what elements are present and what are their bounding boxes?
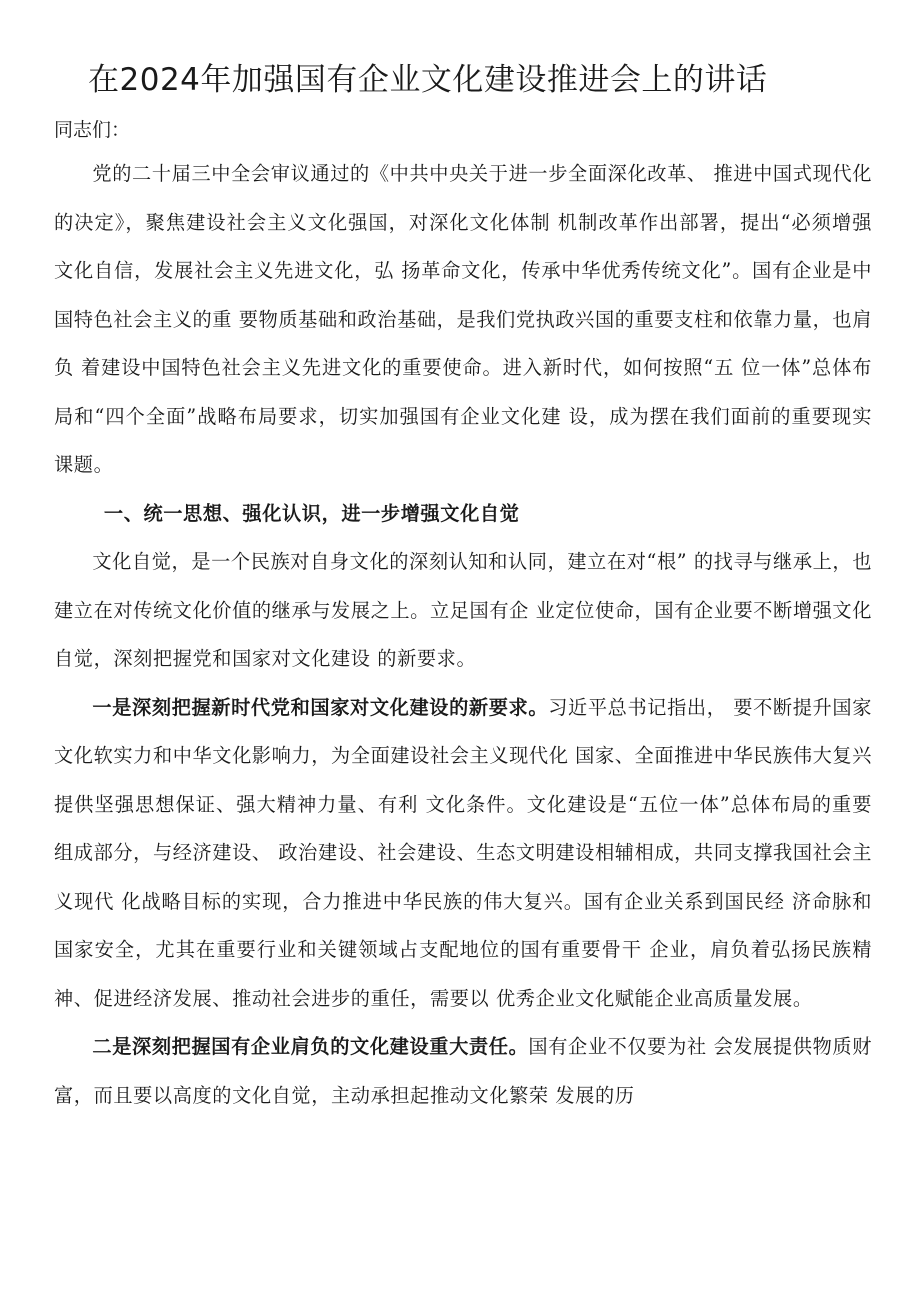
point-2-lead: 二是深刻把握国有企业肩负的文化建设重大责任。 bbox=[92, 1035, 529, 1058]
salutation: 同志们： bbox=[54, 119, 131, 141]
section-1-heading: 一、统一思想、强化认识，进一步增强文化自觉 bbox=[103, 501, 520, 525]
section-1-paragraph: 文化自觉，是一个民族对自身文化的深刻认知和认同，建立在对“根” 的找寻与继承上，也建立在对传统文化价值的继承与发展之上。立足国有企 业定位使命，国有企业要不断增强文化自觉，深刻把握党和国家对文化建设 的新要求。 bbox=[54, 550, 872, 670]
point-2-text: 国有企业不仅要为社 会发展提供物质财富，而且要以高度的文化自觉，主动承担起推动文化繁荣 发展的历 bbox=[54, 1035, 872, 1107]
point-1-lead: 一是深刻把握新时代党和国家对文化建设的新要求。 bbox=[92, 695, 549, 719]
document-title: 在2024年加强国有企业文化建设推进会上的讲话 bbox=[88, 62, 768, 98]
point-2-paragraph bbox=[54, 1023, 872, 1120]
point-1-paragraph bbox=[54, 684, 872, 1024]
document-page bbox=[54, 56, 872, 1120]
intro-paragraph: 党的二十届三中全会审议通过的《中共中央关于进一步全面深化改革、 推进中国式现代化的决定》，聚焦建设社会主义文化强国，对深化文化体制 机制改革作出部署，提出“必须增强文化自信，发展社会主义先进文化，弘 扬革命文化，传承中华优秀传统文化”。国有企业是中国特色社会主义的重 要物质基础和政治基础，是我们党执政兴国的重要支柱和依靠力量，也肩负 着建设中国特色社会主义先进文化的重要使命。进入新时代，如何按照“五 位一体”总体布局和“四个全面”战略布局要求，切实加强国有企业文化建 设，成为摆在我们面前的重要现实课题。 bbox=[54, 162, 872, 476]
point-1-text: 习近平总书记指出， 要不断提升国家文化软实力和中华文化影响力，为全面建设社会主义现代化 国家、全面推进中华民族伟大复兴提供坚强思想保证、强大精神力量、有利 文化条件。文化建设是“五位一体”总体布局的重要组成部分，与经济建设、 政治建设、社会建设、生态文明建设相辅相成，共同支撑我国社会主义现代 化战略目标的实现，合力推进中华民族的伟大复兴。国有企业关系到国民经 济命脉和国家安全，尤其在重要行业和关键领域占支配地位的国有重要骨干 企业，肩负着弘扬民族精神、促进经济发展、推动社会进步的重任，需要以 优秀企业文化赋能企业高质量发展。 bbox=[54, 695, 872, 1010]
